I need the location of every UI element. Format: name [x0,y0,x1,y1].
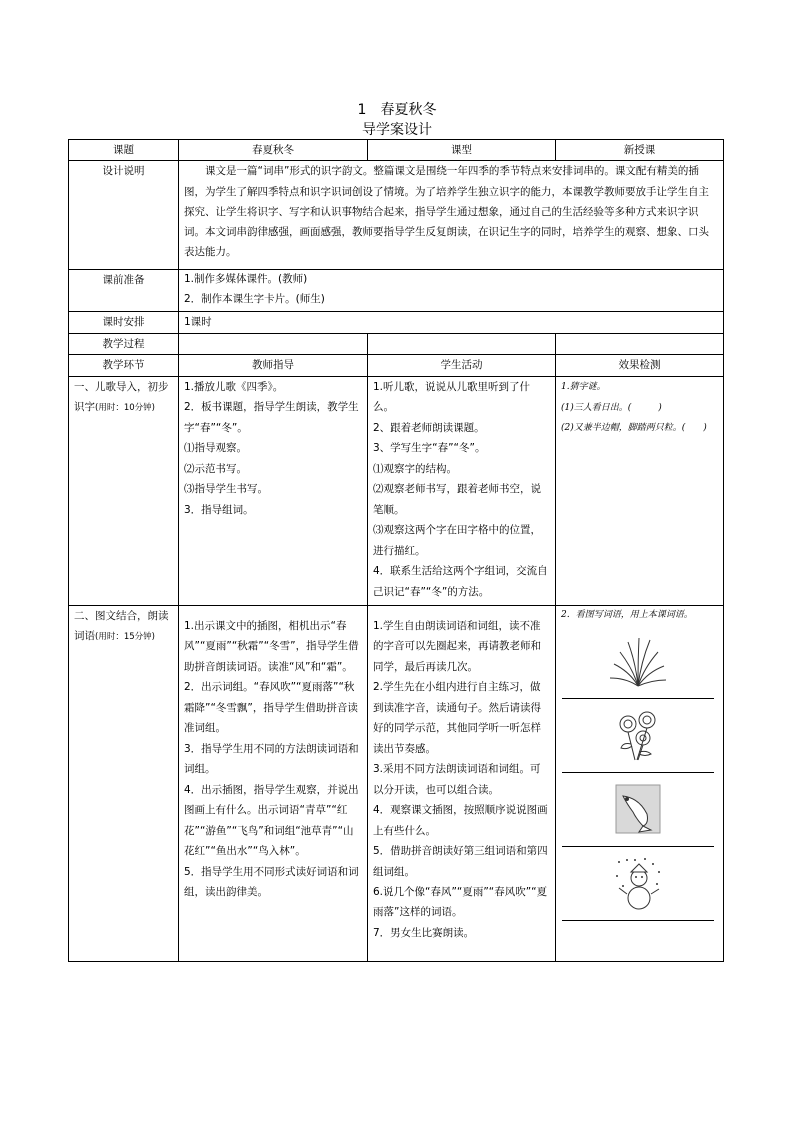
list-item: 4．联系生活给这两个字组词，交流自己识记“春”“冬”的方法。 [373,565,548,598]
list-item: ⑴观察字的结构。 [373,462,457,475]
section1-check [556,376,724,605]
topic-label: 课题 [69,140,179,161]
lesson-plan-table [68,139,724,962]
prep-line: 1.制作多媒体课件。(教师) [184,273,308,286]
list-item: ⑴指导观察。 [184,442,247,455]
empty-cell [556,333,724,354]
check-item: (2)又兼半边帽，脚踏两只粒。( ) [561,423,707,434]
check-instruction: 2．看图写词语，用上本课词语。 [561,609,693,620]
list-item: 3、学写生字“春”“冬”。 [373,442,486,455]
picture-box [562,625,714,699]
design-text: 课文是一篇“词串”形式的识字韵文。整篇课文是围绕一年四季的季节特点来安排词串的。课文配有精美的插图，为学生了解四季特点和识字识词创设了情境。为了培养学生独立识字的能力，本课教学教师要放手让学生自主探究、让学生将识字、写字和认识事物结合起来，指导学生通过想象，通过自己的生活经验等多种方式来识字识词。本文词串韵律感强，画面感强，教师要指导学生反复朗读，在识记生字的同时，培养学生的观察、想象、口头表达能力。 [179,161,724,270]
empty-cell [368,333,556,354]
prep-label: 课前准备 [69,270,179,312]
prep-line: 2．制作本课生字卡片。(师生) [184,292,325,305]
check-item: (1)三人看日出。( ) [561,402,662,413]
empty-cell [179,333,368,354]
lesson-title: 1 春夏秋冬 [357,102,437,118]
topic-value: 春夏秋冬 [179,140,368,161]
fish-icon [615,784,661,834]
section2-student [368,605,556,961]
flower-icon [613,708,663,763]
section2-step [69,605,179,961]
col-student-header: 学生活动 [368,355,556,376]
section2-teacher [179,605,368,961]
list-item: 3．指导组词。 [184,503,254,516]
list-item: 1.播放儿歌《四季》。 [184,380,284,393]
list-item: ⑵示范书写。 [184,462,247,475]
document-title: 导学案设计 [362,122,432,138]
section1-teacher [179,376,368,605]
list-item: 4．出示插图，指导学生观察，并说出图画上有什么。出示词语“青草”“红花”“游鱼”“飞鸟”和词组“池草青”“山花红”“鱼出水”“鸟入林”。 [184,783,359,858]
snowman-icon [613,856,663,911]
list-item: 2.学生先在小组内进行自主练习，做到读准字音，读通句子。然后请读得好的同学示范，其他同学听一听怎样读出节奏感。 [373,681,541,755]
list-item: 1.学生自由朗读词语和词组，读不准的字音可以先圈起来，再请教老师和同学，最后再读几次。 [373,619,541,673]
type-value: 新授课 [556,140,724,161]
section2-check [556,605,724,961]
schedule-value: 1课时 [179,312,724,333]
list-item: 5．借助拼音朗读好第三组词语和第四组词组。 [373,845,548,878]
list-item: 7．男女生比赛朗读。 [373,926,475,939]
process-label: 教学过程 [69,333,179,354]
list-item: 2．出示词组。“春风吹”“夏雨落”“秋霜降”“冬雪飘”，指导学生借助拼音读准词组。 [184,681,358,735]
list-item: 6.说几个像“春风”“夏雨”“春风吹”“夏雨落”这样的词语。 [373,885,548,919]
section2-step-name: 二、图文结合，朗读词语 [74,609,169,643]
type-label: 课型 [368,140,556,161]
picture-box [562,773,714,847]
section2-time: (用时：15分钟) [95,632,155,643]
list-item: 5．指导学生用不同形式读好词语和词组，读出韵律美。 [184,865,359,898]
section1-student [368,376,556,605]
section1-step-name: 一、儿歌导入，初步识字 [74,380,169,414]
list-item: ⑶观察这两个字在田字格中的位置，进行描红。 [373,524,541,557]
list-item: 4．观察课文插图，按照顺序说说图画上有些什么。 [373,804,548,837]
design-label: 设计说明 [69,161,179,270]
section1-step [69,376,179,605]
col-step-header: 教学环节 [69,355,179,376]
prep-content [179,270,724,312]
list-item: 2．板书课题，指导学生朗读，教学生字“春”“冬”。 [184,401,359,434]
list-item: 3．指导学生用不同的方法朗读词语和词组。 [184,742,359,776]
col-teacher-header: 教师指导 [179,355,368,376]
list-item: 1.听儿歌，说说从儿歌里听到了什么。 [373,380,531,414]
list-item: 2、跟着老师朗读课题。 [373,421,485,434]
check-item: 1.猜字谜。 [561,381,606,392]
grass-icon [608,634,668,689]
schedule-label: 课时安排 [69,312,179,333]
picture-box [562,847,714,921]
picture-box [562,699,714,773]
col-check-header: 效果检测 [556,355,724,376]
list-item: ⑶指导学生书写。 [184,483,268,496]
section1-time: (用时：10分钟) [95,403,155,414]
list-item: 3.采用不同方法朗读词语和词组。可以分开读，也可以组合读。 [373,763,541,796]
list-item: 1.出示课文中的插图，相机出示“春风”“夏雨”“秋霜”“冬雪”，指导学生借助拼音朗读词语。读准“风”和“霜”。 [184,619,359,673]
list-item: ⑵观察老师书写，跟着老师书空，说笔顺。 [373,483,541,516]
